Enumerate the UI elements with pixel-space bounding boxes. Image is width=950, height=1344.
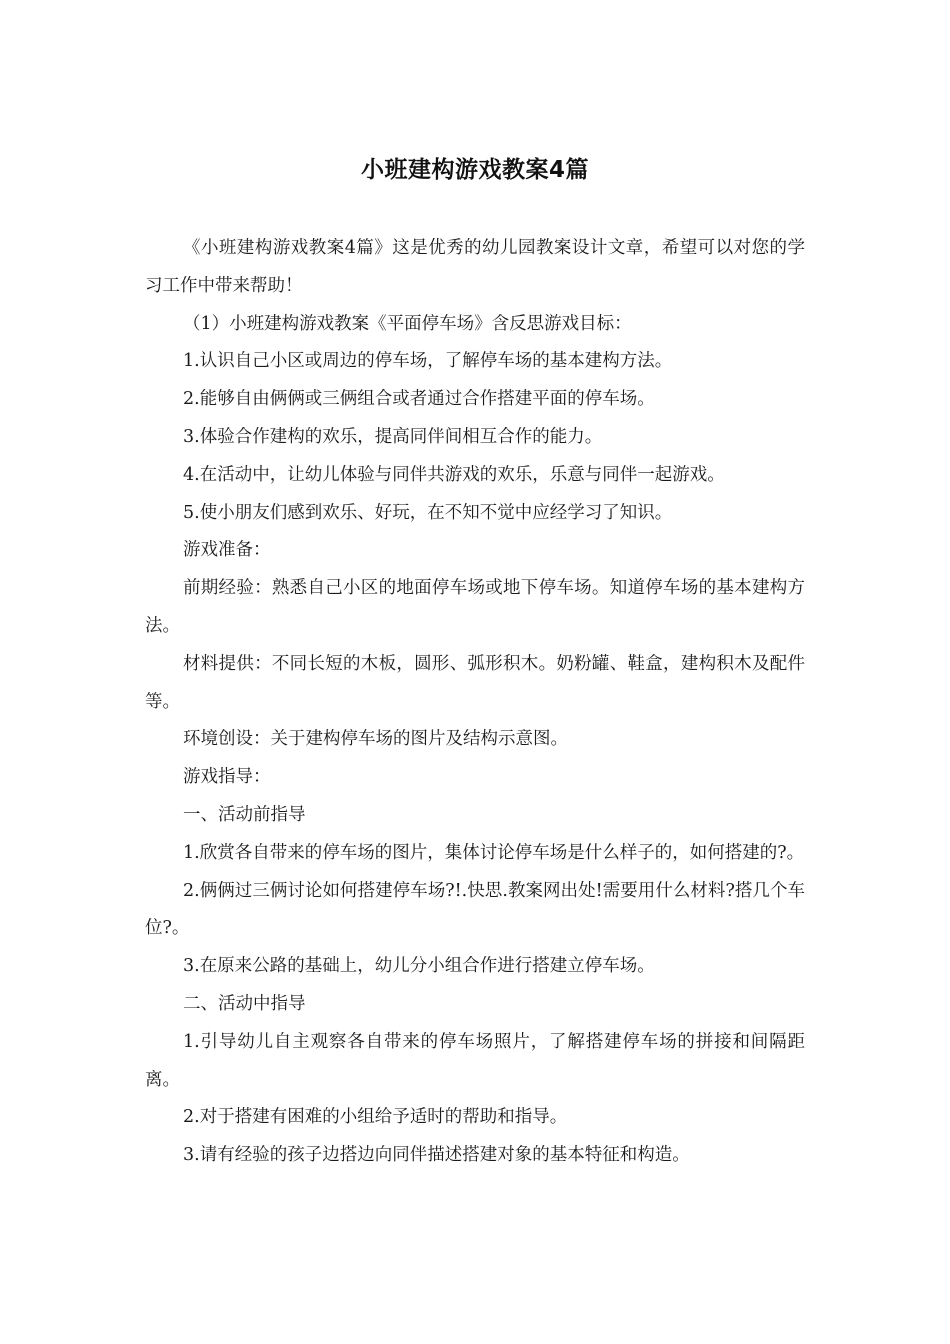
- paragraph-materials: 材料提供：不同长短的木板，圆形、弧形积木。奶粉罐、鞋盒，建构积木及配件等。: [145, 653, 805, 712]
- paragraph-in-activity-3: 3.请有经验的孩子边搭边向同伴描述搭建对象的基本特征和构造。: [183, 1145, 690, 1166]
- paragraph-environment: 环境创设：关于建构停车场的图片及结构示意图。: [183, 729, 568, 750]
- paragraph-pre-activity-2: 2.俩俩过三俩讨论如何搭建停车场?!.快思.教案网出处!需要用什么材料?搭几个车位?。: [145, 880, 805, 939]
- paragraph-pre-activity-heading: 一、活动前指导: [183, 804, 306, 825]
- paragraph-guidance-heading: 游戏指导：: [183, 767, 271, 788]
- paragraph-intro: 《小班建构游戏教案4篇》这是优秀的幼儿园教案设计文章，希望可以对您的学习工作中带来帮助！: [145, 238, 805, 296]
- paragraph-preparation-heading: 游戏准备：: [183, 540, 271, 561]
- paragraph-goal-1: 1.认识自己小区或周边的停车场，了解停车场的基本建构方法。: [183, 351, 673, 372]
- paragraph-in-activity-1: 1.引导幼儿自主观察各自带来的停车场照片，了解搭建停车场的拼接和间隔距离。: [145, 1031, 805, 1090]
- paragraph-goal-2: 2.能够自由俩俩或三俩组合或者通过合作搭建平面的停车场。: [183, 389, 655, 410]
- paragraph-section-heading: （1）小班建构游戏教案《平面停车场》含反思游戏目标：: [183, 313, 632, 334]
- document-body: [145, 230, 805, 1175]
- paragraph-goal-3: 3.体验合作建构的欢乐，提高同伴间相互合作的能力。: [183, 426, 603, 447]
- paragraph-goal-5: 5.使小朋友们感到欢乐、好玩，在不知不觉中应经学习了知识。: [183, 502, 673, 523]
- paragraph-in-activity-heading: 二、活动中指导: [183, 993, 306, 1014]
- paragraph-goal-4: 4.在活动中，让幼儿体验与同伴共游戏的欢乐，乐意与同伴一起游戏。: [183, 464, 725, 485]
- paragraph-in-activity-2: 2.对于搭建有困难的小组给予适时的帮助和指导。: [183, 1107, 568, 1128]
- paragraph-pre-activity-1: 1.欣赏各自带来的停车场的图片，集体讨论停车场是什么样子的，如何搭建的?。: [183, 842, 805, 863]
- paragraph-prior-experience: 前期经验：熟悉自己小区的地面停车场或地下停车场。知道停车场的基本建构方法。: [145, 578, 805, 636]
- document-title: 小班建构游戏教案4篇: [360, 157, 589, 183]
- paragraph-pre-activity-3: 3.在原来公路的基础上，幼儿分小组合作进行搭建立停车场。: [183, 956, 655, 977]
